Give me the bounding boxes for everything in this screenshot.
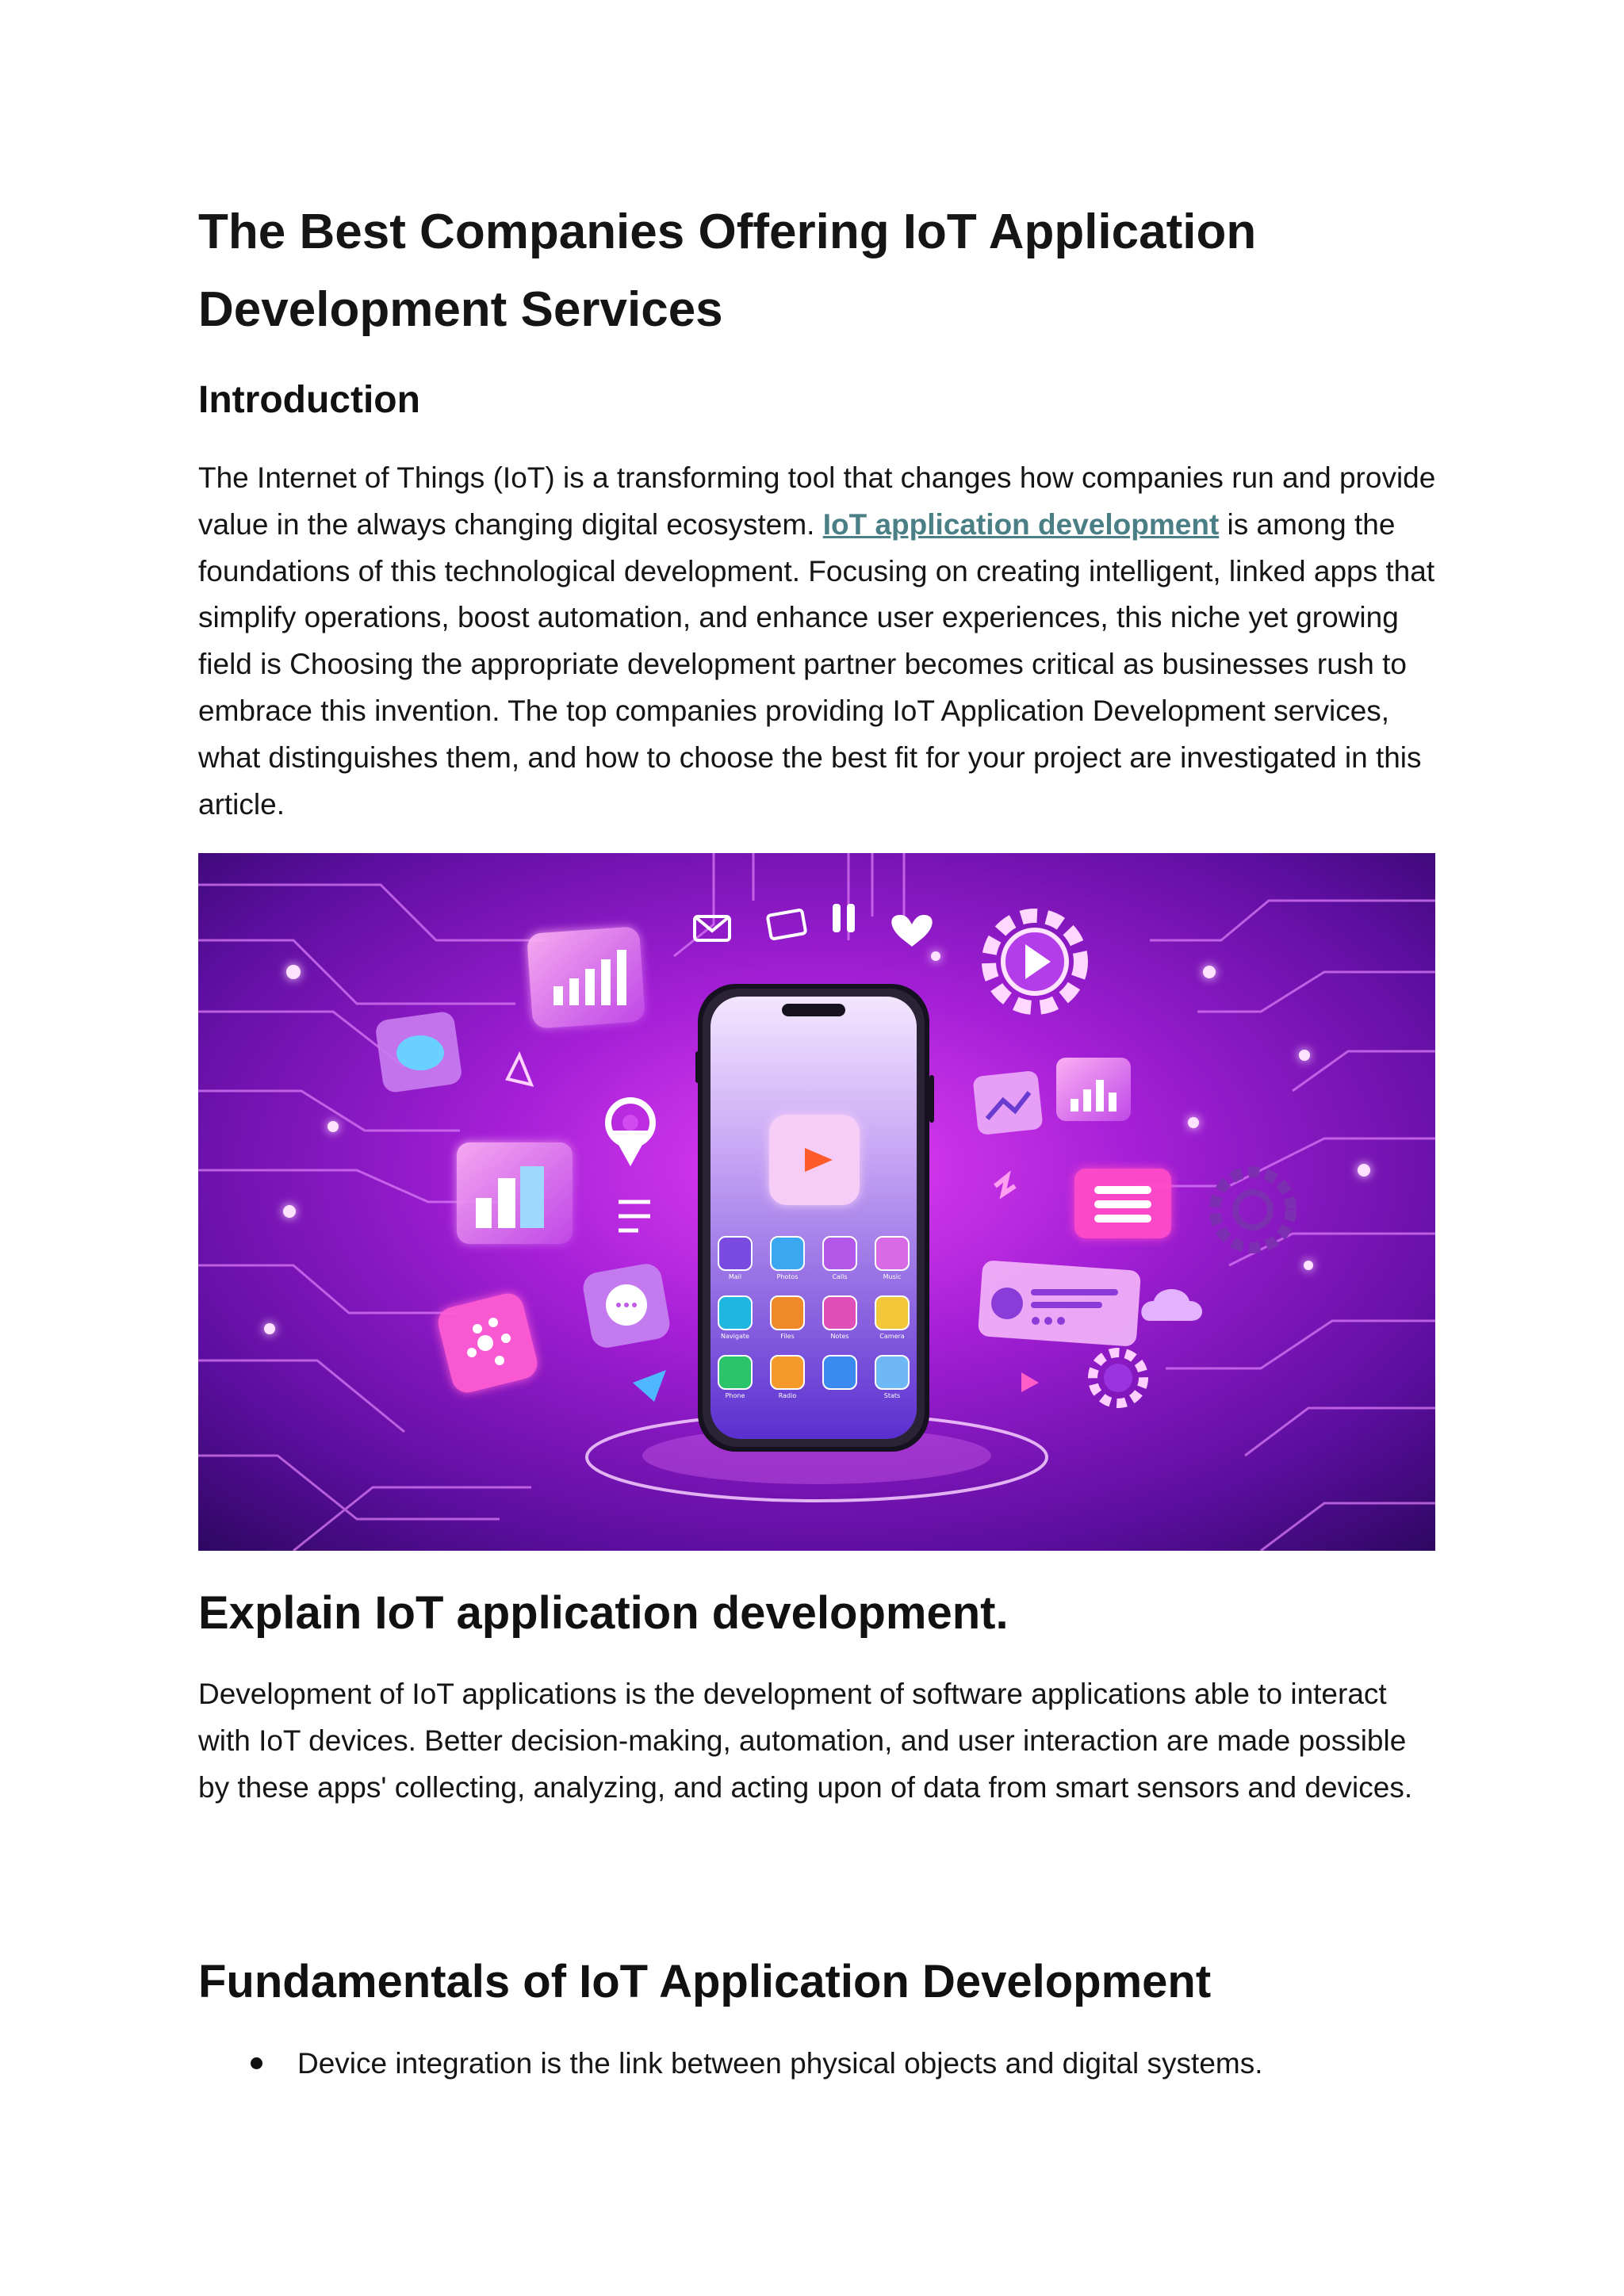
app-icon <box>875 1355 910 1400</box>
app-label: Calls <box>832 1273 848 1280</box>
app-tile-icon <box>822 1295 857 1330</box>
fundamentals-list <box>198 2041 1435 2087</box>
app-tile-icon <box>822 1236 857 1271</box>
app-label: Camera <box>879 1333 905 1340</box>
app-icon <box>822 1295 857 1341</box>
app-icon <box>770 1236 805 1281</box>
app-label: Notes <box>830 1333 849 1340</box>
explain-paragraph: Development of IoT applications is the development of software applications able to interact with IoT devices. Better decision-making, automation, and user interaction are made possible by these apps' collecting, analyzing, and acting upon of data from smart sensors and devices. <box>198 1678 1413 1804</box>
list-item <box>198 2041 1435 2087</box>
app-tile-icon <box>770 1236 805 1271</box>
intro-paragraph <box>198 455 1443 828</box>
app-icon <box>822 1236 857 1281</box>
phone-app-grid <box>721 1236 905 1400</box>
intro-text-2: is among the foundations of this technological development. Focusing on creating intelligent, linked apps that simplify operations, boost automation, and enhance user experiences, this niche yet growing field is Choosing the appropriate development partner becomes critical as businesses rush to embrace this invention. The top companies providing IoT Application Development services, what distinguishes them, and how to choose the best fit for your project are investigated in this article. <box>198 507 1435 821</box>
app-tile-icon <box>875 1236 910 1271</box>
app-tile-icon <box>770 1355 805 1390</box>
app-tile-icon <box>718 1355 753 1390</box>
app-label: Radio <box>778 1392 797 1399</box>
app-label: Phone <box>725 1392 745 1399</box>
app-icon <box>718 1355 753 1400</box>
iot-phone-illustration <box>198 853 1435 1551</box>
hero-illustration <box>198 853 1435 1551</box>
app-icon <box>770 1295 805 1341</box>
app-tile-icon <box>718 1295 753 1330</box>
app-tile-icon <box>875 1295 910 1330</box>
intro-text-1: The Internet of Things (IoT) is a transforming tool that changes how companies run and provide value in the always changing digital ecosystem. <box>198 461 1436 541</box>
app-icon <box>875 1295 910 1341</box>
app-tile-icon <box>875 1355 910 1390</box>
app-icon <box>875 1236 910 1281</box>
page-title: The Best Companies Offering IoT Application Development Services <box>198 205 1257 337</box>
app-label: Navigate <box>721 1333 749 1340</box>
app-tile-icon <box>718 1236 753 1271</box>
app-icon <box>822 1355 857 1400</box>
iot-app-dev-link[interactable]: IoT application development <box>822 507 1220 541</box>
app-tile-icon <box>822 1355 857 1390</box>
app-icon <box>718 1295 753 1341</box>
app-label: Photos <box>776 1273 799 1280</box>
fundamentals-heading: Fundamentals of IoT Application Development <box>198 1956 1212 2007</box>
app-tile-icon <box>770 1295 805 1330</box>
list-item-text: Device integration is the link between physical objects and digital systems. <box>297 2047 1263 2080</box>
bullet-icon <box>251 2057 262 2069</box>
app-label: Music <box>883 1273 902 1280</box>
app-icon <box>718 1236 753 1281</box>
app-label: Files <box>780 1333 795 1340</box>
app-icon <box>770 1355 805 1400</box>
explain-heading: Explain IoT application development. <box>198 1587 1009 1639</box>
app-label: Stats <box>883 1392 901 1399</box>
intro-heading: Introduction <box>198 379 420 421</box>
app-label: Mail <box>728 1273 742 1280</box>
